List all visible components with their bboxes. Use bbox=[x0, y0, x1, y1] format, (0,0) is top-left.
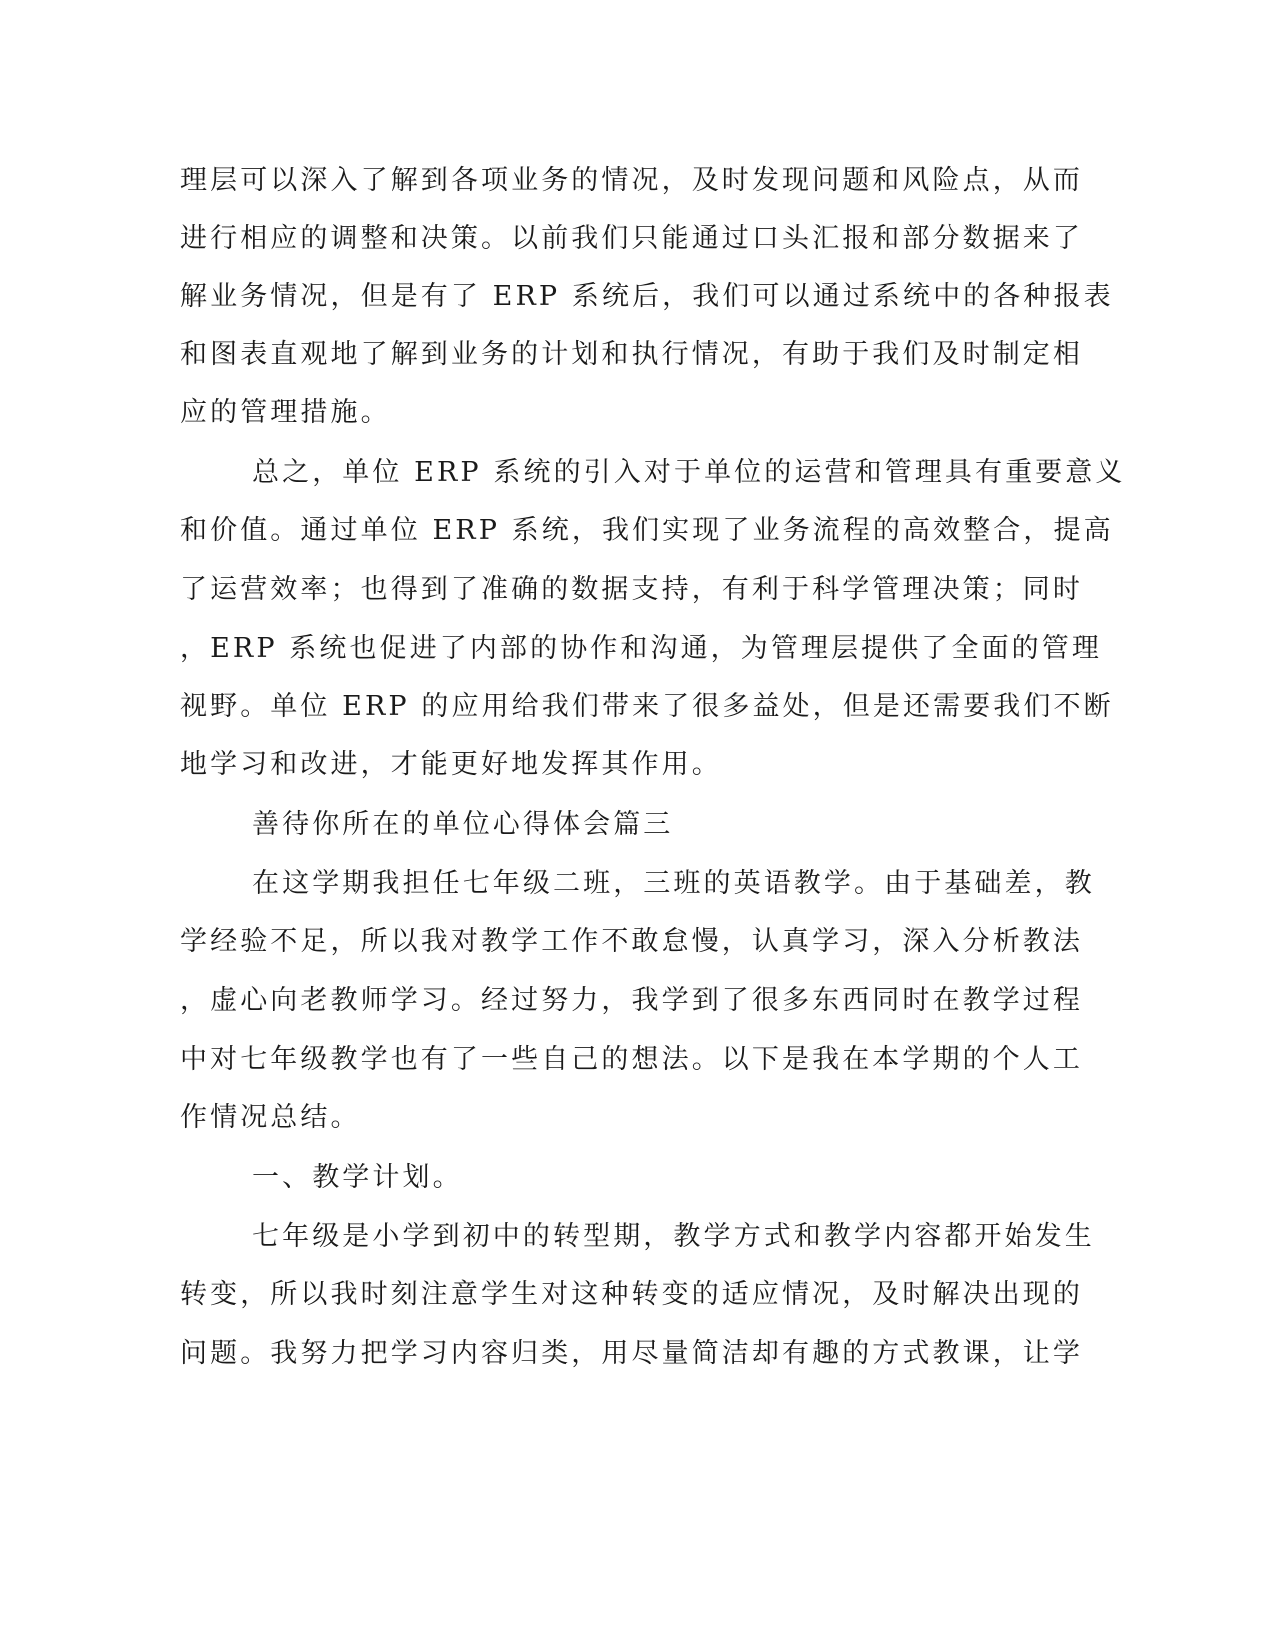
paragraph-start-line: 七年级是小学到初中的转型期，教学方式和教学内容都开始发生 bbox=[252, 1221, 1095, 1252]
section-heading: 善待你所在的单位心得体会篇三 bbox=[252, 809, 674, 840]
text-line: 转变，所以我时刻注意学生对这种转变的适应情况，及时解决出现的 bbox=[180, 1279, 1083, 1310]
text-line: 应的管理措施。 bbox=[180, 397, 391, 428]
text-line: 理层可以深入了解到各项业务的情况，及时发现问题和风险点，从而 bbox=[180, 165, 1083, 196]
text-line: 学经验不足，所以我对教学工作不敢怠慢，认真学习，深入分析教法 bbox=[180, 926, 1083, 957]
text-line: 中对七年级教学也有了一些自己的想法。以下是我在本学期的个人工 bbox=[180, 1044, 1083, 1075]
text-line: 和图表直观地了解到业务的计划和执行情况，有助于我们及时制定相 bbox=[180, 339, 1083, 370]
paragraph-start-line: 在这学期我担任七年级二班，三班的英语教学。由于基础差，教 bbox=[252, 868, 1095, 899]
text-line: 地学习和改进，才能更好地发挥其作用。 bbox=[180, 749, 722, 780]
text-line: 问题。我努力把学习内容归类，用尽量简洁却有趣的方式教课，让学 bbox=[180, 1338, 1083, 1369]
subsection-heading: 一、教学计划。 bbox=[252, 1162, 463, 1193]
text-line: 作情况总结。 bbox=[180, 1102, 361, 1133]
text-line: 了运营效率；也得到了准确的数据支持，有利于科学管理决策；同时 bbox=[180, 574, 1083, 605]
text-line: 解业务情况，但是有了 ERP 系统后，我们可以通过系统中的各种报表 bbox=[180, 281, 1114, 312]
paragraph-start-line: 总之，单位 ERP 系统的引入对于单位的运营和管理具有重要意义 bbox=[252, 457, 1126, 488]
text-line: ，ERP 系统也促进了内部的协作和沟通，为管理层提供了全面的管理 bbox=[180, 633, 1102, 664]
text-line: 和价值。通过单位 ERP 系统，我们实现了业务流程的高效整合，提高 bbox=[180, 515, 1114, 546]
text-line: 进行相应的调整和决策。以前我们只能通过口头汇报和部分数据来了 bbox=[180, 223, 1083, 254]
text-line: 视野。单位 ERP 的应用给我们带来了很多益处，但是还需要我们不断 bbox=[180, 691, 1114, 722]
text-line: ，虚心向老教师学习。经过努力，我学到了很多东西同时在教学过程 bbox=[180, 985, 1083, 1016]
